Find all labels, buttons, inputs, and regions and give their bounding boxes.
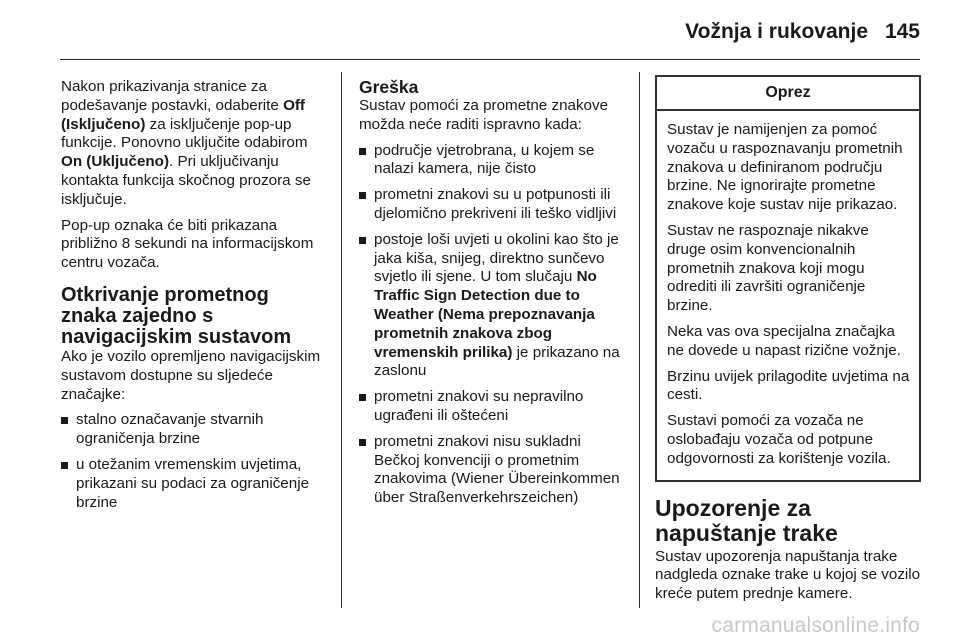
error-conditions-list [359, 142, 627, 508]
caution-paragraph: Neka vas ova specijalna značajka ne dovede u napast rizične vožnje. [667, 322, 901, 359]
list-item: prometni znakovi su nepravilno ugrađeni ili oštećeni [359, 388, 627, 426]
list-item: stalno označavanje stvarnih ograničenja brzine [61, 411, 326, 449]
list-item: prometni znakovi nisu sukladni Bečkoj konvenciji o prometnim znakovima (Wiener Übereinkommen über Straßenverkehrszeichen) [359, 433, 627, 508]
column-divider-left [341, 72, 342, 608]
list-item: prometni znakovi su u potpunosti ili djelomično prekriveni ili teško vidljivi [359, 186, 627, 224]
column-1 [61, 78, 326, 519]
paragraph-error-intro: Sustav pomoći za prometne znakove možda neće raditi ispravno kada: [359, 97, 609, 133]
caution-paragraph: Sustav je namijenjen za pomoć vozaču u raspoznavanju prometnih znakova u definiranom području brzine. Ne ignorirajte prometne znakove koje sustav nije prikazao. [667, 121, 903, 214]
paragraph-settings: Nakon prikazivanja stranice za podešavanje postavki, odaberite Off (Isključeno) za isključenje pop-up funkcije. Ponovno uključite odabirom On (Uključeno). Pri uključivanju kontakta funkcija skočnog prozora se isključuje. [61, 78, 311, 208]
column-divider-right [639, 72, 640, 608]
caution-paragraph: Sustavi pomoći za vozača ne oslobađaju vozača od potpune odgovornosti za korištenje vozila. [667, 412, 891, 467]
list-item: područje vjetrobrana, u kojem se nalazi kamera, nije čisto [359, 142, 627, 180]
list-item: u otežanim vremenskim uvjetima, prikazani su podaci za ograničenje brzine [61, 456, 326, 512]
section-title: Vožnja i rukovanje [685, 20, 868, 43]
caution-paragraph: Brzinu uvijek prilagodite uvjetima na cesti. [667, 367, 910, 404]
column-2 [359, 78, 627, 515]
off-option-label: Off (Isključeno) [61, 96, 305, 133]
heading-navigation-detection: Otkrivanje prometnog znaka zajedno s navigacijskim sustavom [61, 283, 292, 348]
column-3 [655, 75, 921, 611]
weather-message-label: No Traffic Sign Detection due to Weather (Nema prepoznavanja prometnih znakova zbog vremenskih prilika) [374, 268, 597, 361]
navigation-features-list [61, 411, 326, 512]
page-header [0, 0, 960, 60]
page-number: 145 [884, 20, 920, 43]
watermark: carmanualsonline.info [711, 614, 920, 637]
on-option-label: On (Uključeno) [61, 153, 170, 171]
header-divider [60, 59, 920, 60]
caution-paragraph: Sustav ne raspoznaje nikakve druge osim konvencionalnih prometnih znakova koji mogu odrediti ili završiti ograničenje brzine. [667, 221, 869, 315]
paragraph-navigation-intro: Ako je vozilo opremljeno navigacijskim sustavom dostupne su sljedeće značajke: [61, 347, 321, 403]
caution-body [657, 111, 919, 480]
list-item: postoje loši uvjeti u okolini kao što je jaka kiša, snijeg, direktno sunčevo svjetlo ili sjene. U tom slučaju No Traffic Sign Detection due to Weather (Nema prepoznavanja prometnih znakova zbog vremenskih prilika) je prikazano na zaslonu [359, 231, 627, 381]
heading-lane-departure: Upozorenje za napuštanje trake [655, 494, 838, 546]
heading-error: Greška [359, 77, 419, 97]
paragraph-lane-departure: Sustav upozorenja napuštanja trake nadgleda oznake trake u kojoj se vozilo kreće putem prednje kamere. [655, 547, 921, 603]
paragraph-popup-duration: Pop-up oznaka će biti prikazana približno 8 sekundi na informacijskom centru vozača. [61, 216, 314, 272]
caution-title: Oprez [657, 77, 919, 111]
caution-box [655, 75, 921, 482]
